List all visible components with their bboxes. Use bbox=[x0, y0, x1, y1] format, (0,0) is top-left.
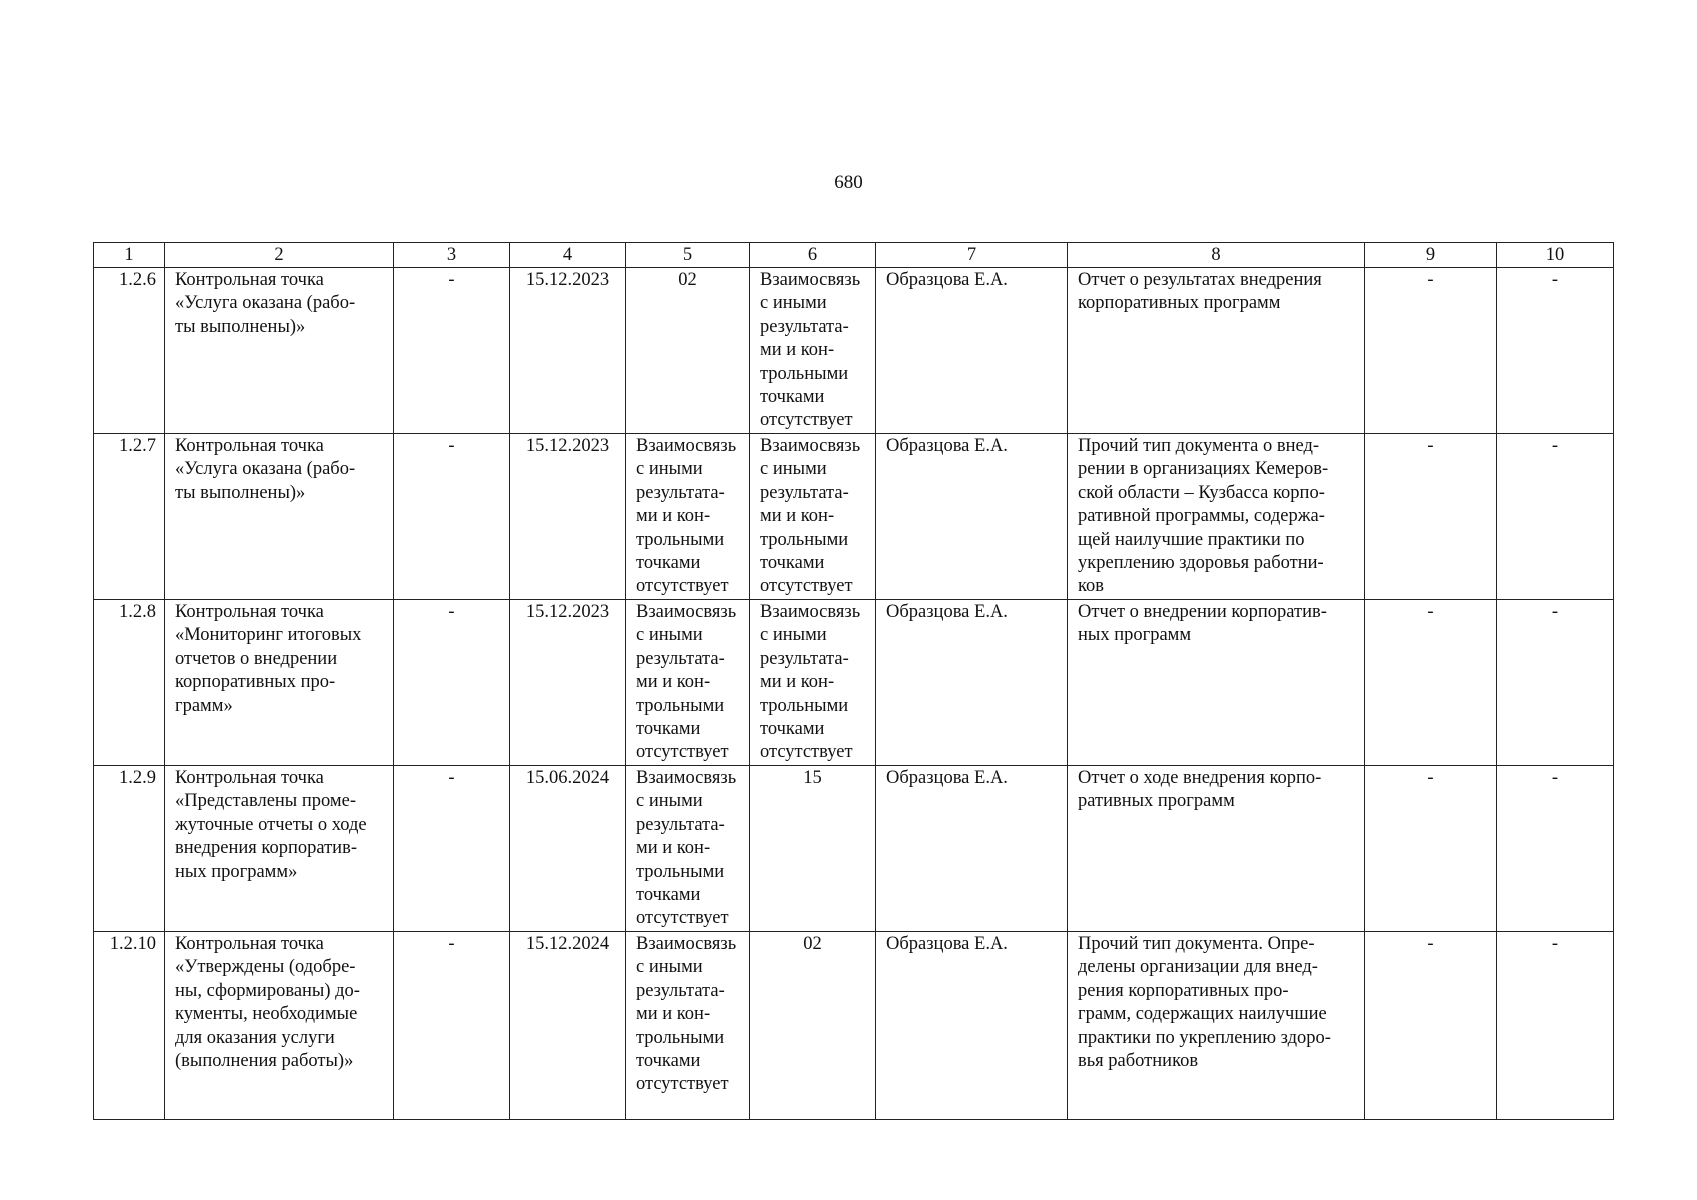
document-type bbox=[1068, 434, 1365, 600]
responsible-person: Образцова Е.А. bbox=[876, 932, 1068, 1120]
column-10-value: - bbox=[1497, 932, 1614, 1120]
column-header: 4 bbox=[510, 243, 626, 268]
table-row bbox=[94, 766, 1614, 932]
column-5-value bbox=[626, 766, 750, 932]
column-5-text: Взаимосвязь с иными результата- ми и кон- трольными точками отсутствует bbox=[636, 934, 737, 1095]
control-point-name bbox=[165, 268, 394, 434]
table-row bbox=[94, 600, 1614, 766]
column-5-text: Взаимосвязь с иными результата- ми и кон- трольными точками отсутствует bbox=[636, 602, 737, 763]
deadline-date: 15.06.2024 bbox=[510, 766, 626, 932]
document-type bbox=[1068, 600, 1365, 766]
column-header: 6 bbox=[750, 243, 876, 268]
column-5-value bbox=[626, 268, 750, 434]
column-6-text: Взаимосвязь с иными результата- ми и кон- трольными точками отсутствует bbox=[760, 436, 861, 597]
document-type-text: Прочий тип документа о внед- рении в организациях Кемеров- ской области – Кузбасса корпо- ративной программы, содержа- щей наилучшие практики по укреплению здоровья работни- ков bbox=[1078, 436, 1329, 597]
column-6-value bbox=[750, 268, 876, 434]
column-3-value: - bbox=[394, 600, 510, 766]
control-point-name-text: Контрольная точка «Услуга оказана (рабо- ты выполнены)» bbox=[175, 436, 356, 503]
row-number: 1.2.7 bbox=[94, 434, 165, 600]
row-number: 1.2.6 bbox=[94, 268, 165, 434]
column-3-value: - bbox=[394, 268, 510, 434]
control-point-name bbox=[165, 932, 394, 1120]
column-header: 5 bbox=[626, 243, 750, 268]
column-header: 7 bbox=[876, 243, 1068, 268]
column-9-value: - bbox=[1365, 600, 1497, 766]
document-type-text: Отчет о ходе внедрения корпо- ративных программ bbox=[1078, 768, 1322, 812]
column-header: 9 bbox=[1365, 243, 1497, 268]
column-header: 2 bbox=[165, 243, 394, 268]
control-points-table bbox=[93, 242, 1614, 1120]
column-9-value: - bbox=[1365, 434, 1497, 600]
document-type-text: Отчет о внедрении корпоратив- ных программ bbox=[1078, 602, 1327, 646]
column-10-value: - bbox=[1497, 434, 1614, 600]
column-5-value bbox=[626, 600, 750, 766]
row-number: 1.2.9 bbox=[94, 766, 165, 932]
column-9-value: - bbox=[1365, 766, 1497, 932]
control-point-name bbox=[165, 600, 394, 766]
control-point-name bbox=[165, 434, 394, 600]
column-9-value: - bbox=[1365, 932, 1497, 1120]
responsible-person: Образцова Е.А. bbox=[876, 600, 1068, 766]
document-type bbox=[1068, 766, 1365, 932]
column-header: 10 bbox=[1497, 243, 1614, 268]
control-point-name-text: Контрольная точка «Представлены проме- жуточные отчеты о ходе внедрения корпоратив- ных программ» bbox=[175, 768, 367, 882]
column-9-value: - bbox=[1365, 268, 1497, 434]
deadline-date: 15.12.2023 bbox=[510, 268, 626, 434]
column-6-value bbox=[750, 434, 876, 600]
responsible-person: Образцова Е.А. bbox=[876, 766, 1068, 932]
column-5-text: Взаимосвязь с иными результата- ми и кон- трольными точками отсутствует bbox=[636, 436, 737, 597]
column-header: 1 bbox=[94, 243, 165, 268]
document-type-text: Прочий тип документа. Опре- делены организации для внед- рения корпоративных про- грамм, содержащих наилучшие практики по укреплению здоро- вья работников bbox=[1078, 934, 1331, 1072]
column-6-value bbox=[750, 600, 876, 766]
responsible-person: Образцова Е.А. bbox=[876, 434, 1068, 600]
table-row bbox=[94, 932, 1614, 1120]
column-6-value bbox=[750, 932, 876, 1120]
row-number: 1.2.10 bbox=[94, 932, 165, 1120]
document-type-text: Отчет о результатах внедрения корпоративных программ bbox=[1078, 270, 1322, 314]
column-5-value bbox=[626, 434, 750, 600]
deadline-date: 15.12.2023 bbox=[510, 434, 626, 600]
column-5-value bbox=[626, 932, 750, 1120]
column-5-text: 02 bbox=[678, 270, 697, 290]
column-6-value bbox=[750, 766, 876, 932]
document-type bbox=[1068, 268, 1365, 434]
control-point-name bbox=[165, 766, 394, 932]
row-number: 1.2.8 bbox=[94, 600, 165, 766]
control-point-name-text: Контрольная точка «Утверждены (одобре- ны, сформированы) до- кументы, необходимые для оказания услуги (выполнения работы)» bbox=[175, 934, 360, 1072]
column-3-value: - bbox=[394, 766, 510, 932]
column-6-text: 02 bbox=[803, 934, 822, 954]
deadline-date: 15.12.2024 bbox=[510, 932, 626, 1120]
table-header-row bbox=[94, 243, 1614, 268]
deadline-date: 15.12.2023 bbox=[510, 600, 626, 766]
column-10-value: - bbox=[1497, 268, 1614, 434]
column-10-value: - bbox=[1497, 600, 1614, 766]
column-6-text: Взаимосвязь с иными результата- ми и кон- трольными точками отсутствует bbox=[760, 602, 861, 763]
column-6-text: Взаимосвязь с иными результата- ми и кон- трольными точками отсутствует bbox=[760, 270, 861, 431]
control-point-name-text: Контрольная точка «Мониторинг итоговых отчетов о внедрении корпоративных про- грамм» bbox=[175, 602, 362, 716]
column-header: 8 bbox=[1068, 243, 1365, 268]
document-type bbox=[1068, 932, 1365, 1120]
column-3-value: - bbox=[394, 932, 510, 1120]
column-5-text: Взаимосвязь с иными результата- ми и кон- трольными точками отсутствует bbox=[636, 768, 737, 929]
column-6-text: 15 bbox=[803, 768, 822, 788]
column-header: 3 bbox=[394, 243, 510, 268]
table-row bbox=[94, 434, 1614, 600]
table-row bbox=[94, 268, 1614, 434]
column-10-value: - bbox=[1497, 766, 1614, 932]
control-point-name-text: Контрольная точка «Услуга оказана (рабо- ты выполнены)» bbox=[175, 270, 356, 337]
column-3-value: - bbox=[394, 434, 510, 600]
responsible-person: Образцова Е.А. bbox=[876, 268, 1068, 434]
page-number: 680 bbox=[834, 172, 863, 193]
